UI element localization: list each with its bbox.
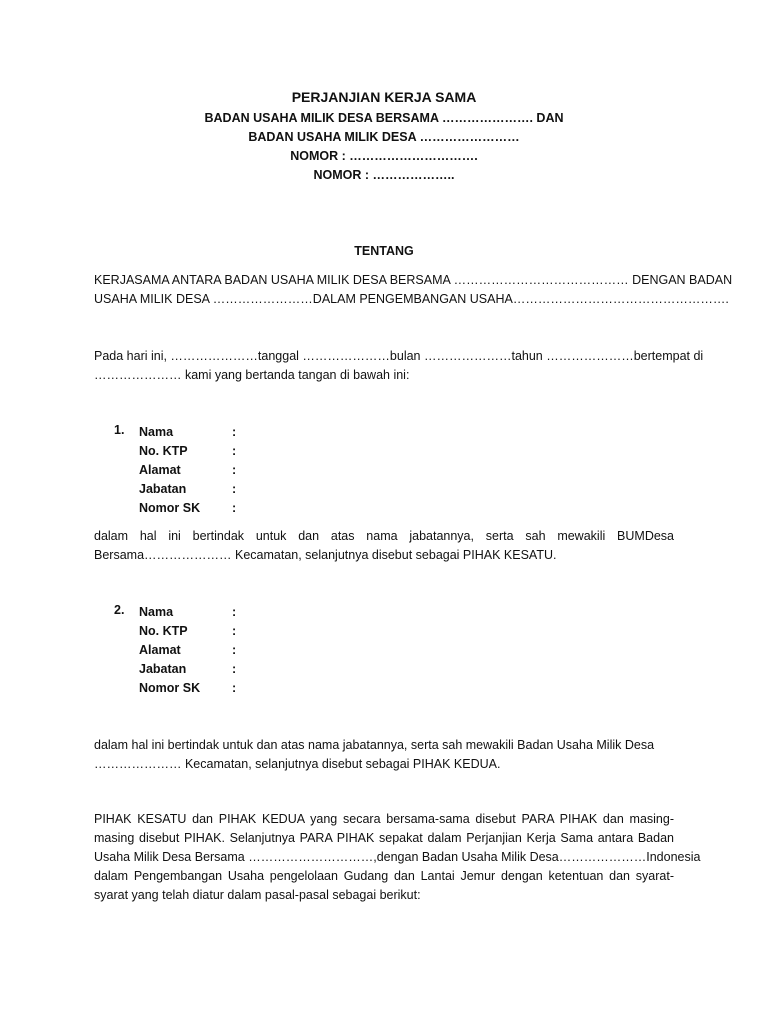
field-label: No. KTP bbox=[139, 624, 188, 638]
closing-line-4: dalam Pengembangan Usaha pengelolaan Gudang dan Lantai Jemur dengan ketentuan dan syarat- bbox=[94, 869, 674, 883]
field-label: Nomor SK bbox=[139, 501, 201, 515]
closing-line-3: Usaha Milik Desa Bersama …………………………,dengan Badan Usaha Milik Desa…………………Indonesia bbox=[94, 850, 701, 864]
field-colon: : bbox=[232, 425, 237, 439]
party-2-description bbox=[94, 736, 674, 774]
opening-line-2: ………………… kami yang bertanda tangan di bawah ini: bbox=[94, 368, 410, 382]
field-label: Jabatan bbox=[139, 662, 187, 676]
opening-paragraph bbox=[94, 347, 704, 385]
party-1-description bbox=[94, 527, 674, 565]
field-colon: : bbox=[232, 605, 237, 619]
field-colon: : bbox=[232, 624, 237, 638]
closing-paragraph bbox=[94, 810, 701, 905]
field-colon: : bbox=[232, 444, 237, 458]
field-colon: : bbox=[232, 662, 237, 676]
field-label: Nama bbox=[139, 605, 174, 619]
tentang-line-1: KERJASAMA ANTARA BADAN USAHA MILIK DESA BERSAMA …………………………………… DENGAN BADAN bbox=[94, 273, 733, 287]
field-label: Jabatan bbox=[139, 482, 187, 496]
party-1-desc-line-1: dalam hal ini bertindak untuk dan atas nama jabatannya, serta sah mewakili BUMDesa bbox=[94, 529, 674, 543]
header-line-1: BADAN USAHA MILIK DESA BERSAMA …………………. DAN bbox=[204, 111, 564, 125]
header-line-2: BADAN USAHA MILIK DESA …………………… bbox=[248, 130, 520, 144]
tentang-line-2: USAHA MILIK DESA ……………………DALAM PENGEMBANGAN USAHA……………………………………………. bbox=[94, 292, 729, 306]
document-title: PERJANJIAN KERJA SAMA bbox=[291, 89, 477, 105]
party-2-desc-line-1: dalam hal ini bertindak untuk dan atas nama jabatannya, serta sah mewakili Badan Usaha Milik Desa bbox=[94, 738, 655, 752]
field-label: Nomor SK bbox=[139, 681, 201, 695]
party-1-desc-line-2: Bersama………………… Kecamatan, selanjutnya disebut sebagai PIHAK KESATU. bbox=[94, 548, 557, 562]
opening-line-1: Pada hari ini, …………………tanggal …………………bulan …………………tahun …………………bertempat di bbox=[94, 349, 704, 363]
field-label: Alamat bbox=[139, 643, 181, 657]
party-2-desc-line-2: ………………… Kecamatan, selanjutnya disebut sebagai PIHAK KEDUA. bbox=[94, 757, 501, 771]
closing-line-5: syarat yang telah diatur dalam pasal-pasal sebagai berikut: bbox=[94, 888, 421, 902]
party-1-number: 1. bbox=[114, 423, 125, 437]
party-2-number: 2. bbox=[114, 603, 125, 617]
field-colon: : bbox=[232, 482, 237, 496]
tentang-heading: TENTANG bbox=[354, 244, 414, 258]
field-colon: : bbox=[232, 643, 237, 657]
nomor-line-1: NOMOR : …………………………. bbox=[290, 149, 478, 163]
closing-line-1: PIHAK KESATU dan PIHAK KEDUA yang secara bersama-sama disebut PARA PIHAK dan masing- bbox=[94, 812, 674, 826]
field-colon: : bbox=[232, 681, 237, 695]
field-colon: : bbox=[232, 463, 237, 477]
field-label: Nama bbox=[139, 425, 174, 439]
field-label: No. KTP bbox=[139, 444, 188, 458]
closing-line-2: masing disebut PIHAK. Selanjutnya PARA PIHAK sepakat dalam Perjanjian Kerja Sama antara Badan bbox=[94, 831, 674, 845]
nomor-line-2: NOMOR : ……………….. bbox=[313, 168, 455, 182]
tentang-subject bbox=[94, 271, 733, 309]
field-colon: : bbox=[232, 501, 237, 515]
field-label: Alamat bbox=[139, 463, 181, 477]
